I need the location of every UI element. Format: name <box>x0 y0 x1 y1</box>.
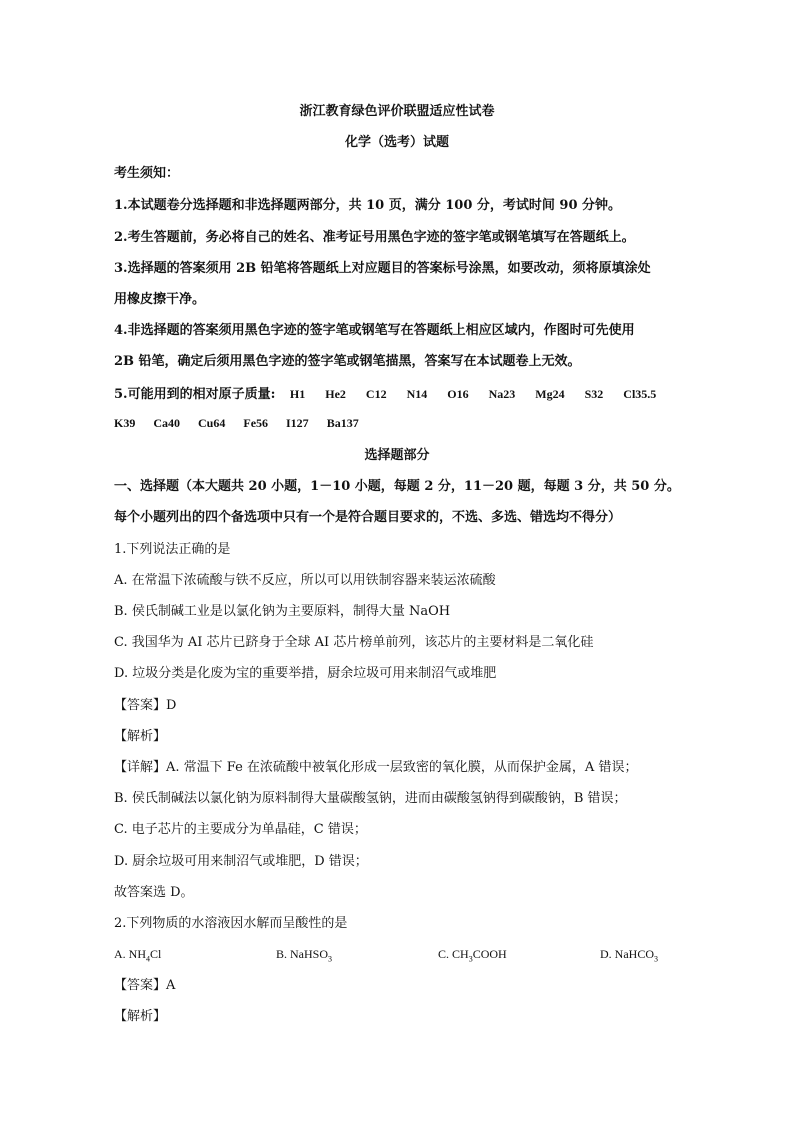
atomic-mass-label <box>114 385 676 404</box>
atomic-mass-row-2 <box>114 416 377 431</box>
atomic-mass-value: Cu64 <box>198 416 226 430</box>
q2-answer: 【答案】A <box>114 978 176 993</box>
q2-option-c: C. $CH_3COOH$ <box>438 947 507 964</box>
q1-option-d: D. 垃圾分类是化废为宝的重要举措，厨余垃圾可用来制沼气或堆肥 <box>114 666 497 681</box>
atomic-mass-value: Ba137 <box>326 416 359 430</box>
section-intro-b: 每个小题列出的四个备选项中只有一个是符合题目要求的，不选、多选、错选均不得分） <box>114 510 622 525</box>
atomic-mass-value: Fe56 <box>243 416 269 430</box>
q2-option-b: B. NaHSO$_3$ <box>276 947 333 964</box>
exam-title: 浙江教育绿色评价联盟适应性试卷 <box>299 104 495 119</box>
notice-item-1: 1.本试题卷分选择题和非选择题两部分，共 10 页，满分 100 分，考试时间 90 分钟。 <box>114 198 622 213</box>
q2-analysis-label: 【解析】 <box>114 1009 167 1024</box>
atomic-mass-value: C12 <box>365 387 387 401</box>
section-intro-a: 一、选择题（本大题共 20 小题，1－10 小题，每题 2 分，11－20 题，每题 3 分，共 50 分。 <box>114 479 680 494</box>
atomic-mass-value: N14 <box>406 387 428 401</box>
q1-option-c: C. 我国华为 AI 芯片已跻身于全球 AI 芯片榜单前列，该芯片的主要材料是二氧化硅 <box>114 635 594 650</box>
atomic-mass-row-1 <box>290 387 676 401</box>
q1-conclusion: 故答案选 D。 <box>114 885 194 900</box>
q1-option-a: A. 在常温下浓硫酸与铁不反应，所以可以用铁制容器来装运浓硫酸 <box>114 573 496 588</box>
exam-subtitle: 化学（选考）试题 <box>344 135 449 150</box>
notice-item-2: 2.考生答题前，务必将自己的姓名、准考证号用黑色字迹的签字笔或钢笔填写在答题纸上。 <box>114 230 635 245</box>
atomic-mass-value: Cl35.5 <box>623 387 657 401</box>
atomic-mass-value: I127 <box>286 416 309 430</box>
atomic-mass-value: Mg24 <box>535 387 565 401</box>
q2-option-d: D. NaHCO$_3$ <box>600 947 658 964</box>
q2-stem: 2.下列物质的水溶液因水解而呈酸性的是 <box>114 916 348 931</box>
q1-stem: 1.下列说法正确的是 <box>114 542 231 557</box>
q1-detail-a: 【详解】A. 常温下 Fe 在浓硫酸中被氧化形成一层致密的氧化膜，从而保护金属，A 错误； <box>114 760 638 775</box>
atomic-mass-value: O16 <box>447 387 469 401</box>
q1-detail-c: C. 电子芯片的主要成分为单晶硅，C 错误； <box>114 822 367 837</box>
q1-answer: 【答案】D <box>114 698 177 713</box>
notice-item-5-label: 5.可能用到的相对原子质量: <box>114 387 276 402</box>
q2-option-a: A. $NH_4Cl$ <box>114 947 162 964</box>
notice-item-4a: 4.非选择题的答案须用黑色字迹的签字笔或钢笔写在答题纸上相应区域内，作图时可先使用 <box>114 323 635 338</box>
atomic-mass-value: S32 <box>584 387 604 401</box>
atomic-mass-value: Na23 <box>488 387 516 401</box>
q1-detail-b: B. 侯氏制碱法以氯化钠为原料制得大量碳酸氢钠，进而由碳酸氢钠得到碳酸钠，B 错误； <box>114 791 627 806</box>
notice-item-3b: 用橡皮擦干净。 <box>114 292 206 307</box>
atomic-mass-value: Ca40 <box>153 416 181 430</box>
q1-option-b: B. 侯氏制碱工业是以氯化钠为主要原料，制得大量 NaOH <box>114 604 451 619</box>
atomic-mass-value: K39 <box>114 416 136 430</box>
notice-item-4b: 2B 铅笔，确定后须用黑色字迹的签字笔或钢笔描黑，答案写在本试题卷上无效。 <box>114 354 581 369</box>
section-title: 选择题部分 <box>364 448 430 463</box>
q1-detail-d: D. 厨余垃圾可用来制沼气或堆肥，D 错误； <box>114 854 368 869</box>
q1-analysis-label: 【解析】 <box>114 729 167 744</box>
notice-heading: 考生须知： <box>114 166 180 181</box>
atomic-mass-value: He2 <box>325 387 346 401</box>
atomic-mass-value: H1 <box>289 387 306 401</box>
notice-item-3a: 3.选择题的答案须用 2B 铅笔将答题纸上对应题目的答案标号涂黑，如要改动，须将原填涂处 <box>114 261 651 276</box>
